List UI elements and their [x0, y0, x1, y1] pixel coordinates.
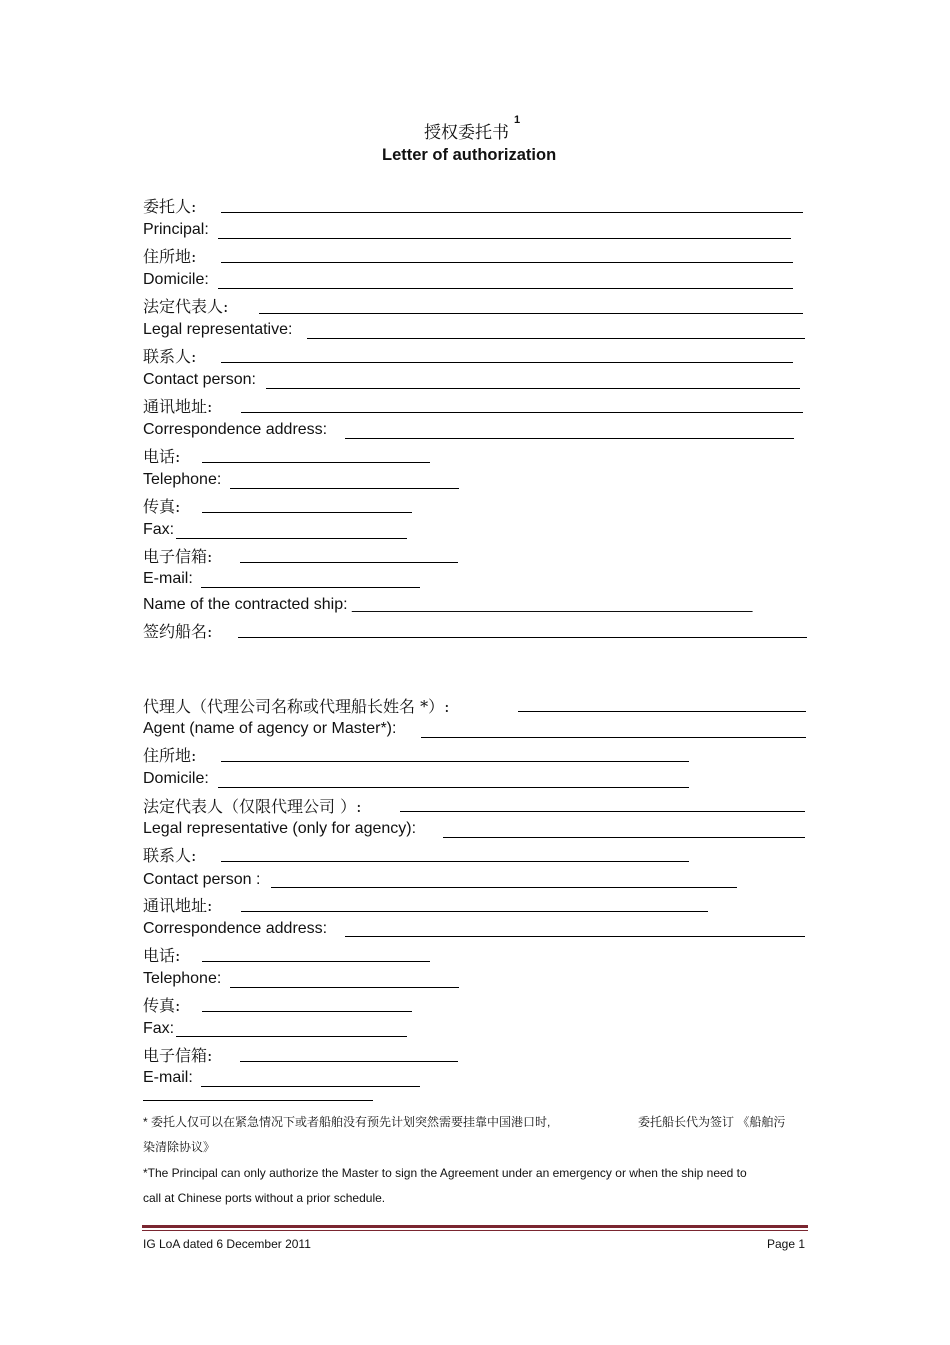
phone-en-field-line[interactable]: [230, 488, 459, 489]
agent-domicile-label-en: Domicile:: [143, 770, 209, 787]
footnote-marker: 1: [514, 114, 521, 126]
agent-fax-label-cn: 传真:: [143, 996, 181, 1015]
phone-label-en: Telephone:: [143, 471, 222, 488]
contact-cn-field-line[interactable]: [221, 362, 793, 363]
agent-email-en-field-line[interactable]: [201, 1086, 420, 1087]
footnote-cn-line-2: 染清除协议》: [143, 1140, 216, 1154]
agent-domicile-en-field-line[interactable]: [218, 787, 689, 788]
agent-contact-cn-field-line[interactable]: [221, 861, 689, 862]
ship-name-cn-field-line[interactable]: [238, 637, 807, 638]
agent-legal-rep-en-field-line[interactable]: [443, 837, 805, 838]
title-english: Letter of authorization: [382, 146, 557, 164]
contact-label-cn: 联系人:: [143, 347, 197, 366]
address-label-cn: 通讯地址:: [143, 397, 213, 416]
address-cn-field-line[interactable]: [241, 412, 803, 413]
email-label-cn: 电子信箱:: [143, 547, 213, 566]
agent-fax-cn-field-line[interactable]: [202, 1011, 412, 1012]
agent-cn-field-line[interactable]: [518, 711, 806, 712]
domicile-cn-field-line[interactable]: [221, 262, 793, 263]
email-en-field-line[interactable]: [201, 587, 420, 588]
fax-label-en: Fax:: [143, 521, 175, 538]
footnote-separator: [143, 1100, 373, 1101]
agent-phone-label-cn: 电话:: [143, 946, 181, 965]
agent-phone-cn-field-line[interactable]: [202, 961, 430, 962]
address-en-field-line[interactable]: [345, 438, 794, 439]
domicile-en-field-line[interactable]: [218, 288, 793, 289]
agent-contact-label-en: Contact person :: [143, 871, 261, 888]
legal-rep-label-cn: 法定代表人:: [143, 297, 229, 316]
contact-en-field-line[interactable]: [266, 388, 800, 389]
address-label-en: Correspondence address:: [143, 421, 328, 438]
principal-cn-field-line[interactable]: [221, 212, 803, 213]
agent-email-label-cn: 电子信箱:: [143, 1046, 213, 1065]
legal-rep-en-field-line[interactable]: [307, 338, 805, 339]
agent-en-field-line[interactable]: [421, 737, 806, 738]
email-label-en: E-mail:: [143, 570, 193, 587]
agent-phone-en-field-line[interactable]: [230, 987, 459, 988]
agent-fax-label-en: Fax:: [143, 1020, 175, 1037]
footnote-cn-line-1b: 委托船长代为签订 《船舶污: [638, 1115, 786, 1129]
agent-contact-en-field-line[interactable]: [271, 887, 737, 888]
contact-label-en: Contact person:: [143, 371, 256, 388]
phone-cn-field-line[interactable]: [202, 462, 430, 463]
agent-fax-en-field-line[interactable]: [176, 1036, 407, 1037]
phone-label-cn: 电话:: [143, 447, 181, 466]
agent-legal-rep-label-cn: 法定代表人（仅限代理公司 ）:: [143, 797, 362, 816]
principal-label-en: Principal:: [143, 221, 209, 238]
agent-address-en-field-line[interactable]: [345, 936, 805, 937]
agent-domicile-cn-field-line[interactable]: [221, 761, 689, 762]
fax-label-cn: 传真:: [143, 497, 181, 516]
email-cn-field-line[interactable]: [240, 562, 458, 563]
ship-name-label-en[interactable]: Name of the contracted ship: _____________________________________________: [143, 596, 753, 613]
agent-contact-label-cn: 联系人:: [143, 846, 197, 865]
agent-email-cn-field-line[interactable]: [240, 1061, 458, 1062]
legal-rep-cn-field-line[interactable]: [259, 313, 803, 314]
footer-rule-thick: [142, 1225, 808, 1228]
agent-phone-label-en: Telephone:: [143, 970, 222, 987]
agent-domicile-label-cn: 住所地:: [143, 746, 197, 765]
agent-label-cn: 代理人（代理公司名称或代理船长姓名 *）:: [143, 697, 450, 716]
footnote-en-line-1: *The Principal can only authorize the Master to sign the Agreement under an emergency or when the ship need to: [143, 1166, 747, 1180]
agent-legal-rep-cn-field-line[interactable]: [400, 811, 805, 812]
footnote-en-line-2: call at Chinese ports without a prior schedule.: [143, 1191, 386, 1205]
agent-legal-rep-label-en: Legal representative (only for agency):: [143, 820, 417, 837]
principal-en-field-line[interactable]: [218, 238, 791, 239]
footnote-cn-line-1: * 委托人仅可以在紧急情况下或者船舶没有预先计划突然需要挂靠中国港口时,: [143, 1115, 551, 1129]
principal-label-cn: 委托人:: [143, 197, 197, 216]
fax-cn-field-line[interactable]: [202, 512, 412, 513]
domicile-label-cn: 住所地:: [143, 247, 197, 266]
agent-address-cn-field-line[interactable]: [241, 911, 708, 912]
legal-rep-label-en: Legal representative:: [143, 321, 293, 338]
footer-document-id: IG LoA dated 6 December 2011: [143, 1237, 311, 1251]
agent-address-label-cn: 通讯地址:: [143, 896, 213, 915]
title-chinese: 授权委托书$^1$: [424, 114, 521, 142]
footer-page-number: Page 1: [767, 1237, 806, 1251]
agent-label-en: Agent (name of agency or Master*):: [143, 720, 397, 737]
fax-en-field-line[interactable]: [176, 538, 407, 539]
domicile-label-en: Domicile:: [143, 271, 209, 288]
ship-name-label-cn: 签约船名:: [143, 622, 213, 641]
agent-email-label-en: E-mail:: [143, 1069, 193, 1086]
footer-rule-thin: [142, 1230, 808, 1231]
agent-address-label-en: Correspondence address:: [143, 920, 328, 937]
